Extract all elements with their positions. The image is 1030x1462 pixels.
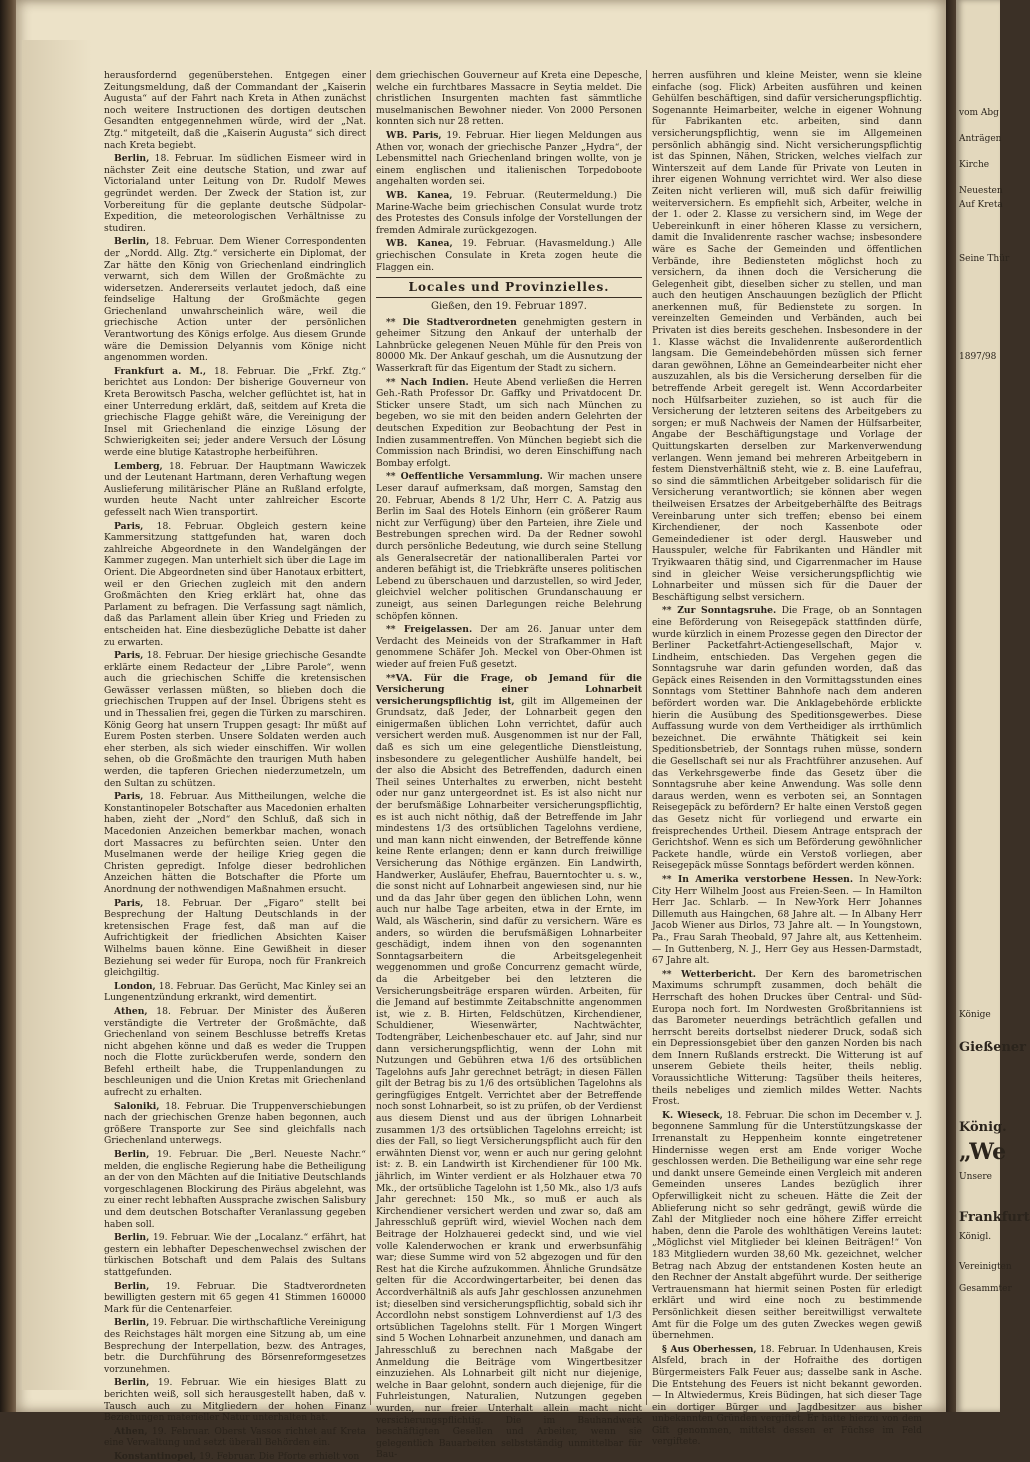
article-lead: Saloniki,: [114, 1100, 160, 1112]
article-paragraph: [376, 624, 642, 670]
article-lead: Lemberg,: [114, 460, 163, 472]
article-paragraph: [652, 605, 922, 872]
article-lead: ** Freigelassen.: [386, 624, 473, 636]
article-text: 18. Februar. Das Gerücht, Mac Kinley sei an Lungenentzündung erkrankt, wird dementirt.: [104, 980, 367, 1004]
article-lead: ** In Amerika verstorbene Hessen.: [662, 873, 854, 885]
article-lead: § Aus Oberhessen,: [662, 1343, 757, 1355]
article-paragraph: [104, 1006, 366, 1099]
article-lead: ** Nach Indien.: [386, 376, 469, 388]
article-paragraph: [104, 70, 366, 151]
article-paragraph: [376, 673, 642, 1461]
article-paragraph: [376, 130, 642, 188]
article-lead: ** Zur Sonntagsruhe.: [662, 605, 777, 617]
article-lead: Berlin,: [114, 236, 150, 248]
article-lead: ** Oeffentliche Versammlung.: [386, 471, 543, 483]
article-lead: Berlin,: [114, 1377, 150, 1389]
page-gutter: [946, 0, 956, 1412]
page-margin-shade: [22, 40, 92, 1390]
column-rule-2: [646, 70, 647, 1405]
article-lead: Paris,: [114, 791, 144, 803]
article-paragraph: [104, 521, 366, 649]
fragment-text: Vereinigten: [959, 1262, 1012, 1272]
fragment-heading: Frankfurt: [959, 1210, 1030, 1225]
fragment-text: Königl.: [959, 1232, 992, 1242]
article-paragraph: [104, 1317, 366, 1375]
article-text: 19. Februar. Wie ein hiesiges Blatt zu berichten weiß, soll sich herausgestellt haben, daß v. Tausch auch zu Mitgliedern der hohen Finanz Beziehungen materieller Natur unterhalten hat.: [104, 1377, 367, 1424]
article-lead: **VA. Für die Frage, ob Jemand für die Versicherung einer Lohnarbeit versicherungspflichtig ist,: [376, 672, 642, 707]
article-text: 18. Februar. Der Hauptmann Wawiczek und der Leutenant Hartmann, deren Verhaftung wegen Auslieferung militärischer Pläne an Rußland erfolgte, wurden heute Nacht unter zahlreicher Escorte gefesselt nach Wien transportirt.: [104, 460, 366, 518]
fragment-text: Seine Thür: [959, 254, 1010, 264]
article-lead: Paris,: [114, 650, 144, 662]
article-text: Der Kern des barometrischen Maximums schrumpft zusammen, doch behält die Herrschaft des hohen Druckes über Central- und Süd-Europa noch fort. Im Nordwesten Großbritanniens ist das Barometer neuerdings beträchtlich gefallen und herrscht bereits dortselbst niederer Druck, sodaß sich ein Depressionsgebiet über den ganzen Norden bis nach dem Innern Rußlands erstreckt. Die Witterung ist auf unserem Gebiete theils heiter, theils neblig. Voraussichtliche Witterung: Tagsüber theils heiteres, theils nebeliges und ziemlich mildes Wetter. Nachts Frost.: [652, 968, 922, 1108]
column-2-local-news: [376, 317, 642, 1461]
article-text: dem griechischen Gouverneur auf Kreta eine Depesche, welche ein furchtbares Massacre in Seytia meldet. Die christlichen Insurgenten machten fast sämmtliche muselmanischen Bewohner nieder. Von 2000 Personen konnten sich nur 28 retten.: [376, 70, 642, 128]
article-text: 18. Februar. Der Minister des Äußeren verständigte die Vertreter der Großmächte, daß Griechenland von seinem Beschlusse betreffs Kretas nicht abgehen könne und daß es weder die Truppen noch die Flotte zurückberufen werde, sondern den Befehl ertheilt habe, die Truppenlandungen zu beschleunigen und die Union Kretas mit Griechenland aufrecht zu erhalten.: [104, 1005, 367, 1099]
article-paragraph: [104, 1426, 366, 1449]
article-lead: WB. Kanea,: [386, 189, 453, 201]
article-paragraph: [376, 317, 642, 375]
fragment-text: Gesammter: [959, 1284, 1012, 1294]
article-lead: Berlin,: [114, 1317, 150, 1329]
article-paragraph: [104, 153, 366, 234]
column-1: [104, 70, 367, 1462]
article-text: herausfordernd gegenüberstehen. Entgegen einer Zeitungsmeldung, daß der Commandant der „Kaiserin Augusta“ auf der Fahrt nach Kreta in Athen zunächst noch weitere Instructionen des dortigen deutschen Gesandten entgegennehmen würde, wird der „Nat. Ztg.“ mitgeteilt, daß die „Kaiserin Augusta“ sich direct nach Kreta begiebt.: [104, 70, 366, 151]
article-text: 19. Februar. Hier liegen Meldungen aus Athen vor, wonach der griechische Panzer „Hydra“, der Lebensmittel nach Griechenland bringen wollte, von je einem englischen und italienischen Torpedoboote angehalten worden sei.: [376, 129, 643, 188]
fragment-text: 1897/98: [959, 352, 997, 362]
fragment-text: Neuesten: [959, 186, 1003, 196]
column-3: [652, 70, 923, 1448]
article-paragraph: [104, 366, 366, 459]
article-lead: Paris,: [114, 520, 144, 532]
article-text: 18. Februar. Die schon im December v. J. begonnene Sammlung für die Unterstützungskasse der Irrenanstalt zu Heppenheim konnte eingetretener Hindernisse wegen erst am Ende voriger Woche geschlossen werden. Die Betheiligung war eine sehr rege und dankt unsere Gemeinde einen Vergleich mit anderen Gemeinden unseres Landes bezüglich ihrer Opferwilligkeit nicht zu scheuen. Hätte die Zeit der Ablieferung nicht so sehr gedrängt, gewiß würde die Zahl der Mitglieder noch eine höhere Ziffer erreicht haben, denn die Parole des wohlthätigen Vereins lautet: „Möglichst viel Mitglieder bei kleinen Beiträgen!“ Von 183 Mitgliedern wurden 38,60 Mk. gezeichnet, welcher Betrag nach Abzug der entstandenen Kosten heute an den Rechner der Anstalt abgeführt wurde. Der seitherige Vertrauensmann hat hiermit seinen Posten für erledigt erklärt und wird eine noch zu bestimmende Persönlichkeit diesen seither bereitwilligst verwaltete Amt für die Folge um des guten Zweckes wegen gewiß übernehmen.: [652, 1109, 923, 1342]
article-text: gilt im Allgemeinen der Grundsatz, daß Jeder, der Lohnarbeit gegen den einigermaßen üblichen Lohn verrichtet, dafür auch versichert werden muß. Ausgenommen ist nur der Fall, daß es sich um eine gelegentliche Dienstleistung, insbesondere zu gelegentlicher Aushülfe handelt, bei der also die Absicht des Betreffenden, dadurch einen Theil seines Unterhaltes zu erwerben, nicht besteht oder nur ganz untergeordnet ist. Es ist also nicht nur der berufsmäßige Lohnarbeiter versicherungspflichtig, es ist auch nicht nöthig, daß der Betreffende im Jahr mindestens 1/3 des ortsüblichen Tagelohns verdiene, und man kann nicht einwenden, der Betreffende könne keine Rente erlangen; denn er kann durch freiwillige Versicherung das Nöthige ergänzen. Ein Landwirth, Handwerker, Ausläufer, Ehefrau, Bauerntochter u. s. w., die sonst nicht auf Lohnarbeit angewiesen sind, nur hie und da das Jahr über gegen den üblichen Lohn, wenn auch nur halbe Tage arbeiten, etwa in der Ernte, im Wald, als Wäscherin, sind dafür zu versichern. Wäre es anders, so würden die berufsmäßigen Lohnarbeiter geschädigt, indem ihnen von den sogenannten Sonntagsarbeitern die Arbeitsgelegenheit weggenommen und große Concurrenz gemacht würde, da die Arbeitgeber bei den letzteren die Versicherungsbeiträge ersparen würden. Arbeiten, für die Jemand auf bestimmte Zeitabschnitte angenommen ist, wie z. B. Hirten, Feldschützen, Kirchendiener, Schuldiener, Wiesenwärter, Nachtwächter, Todtengräber, Leichenbeschauer etc. auf Jahr, sind nur dann versicherungspflichtig, wenn der Lohn mit Nutzungen und Gebühren etwa 1/6 des ortsüblichen Tagelohns aufs Jahr gerechnet beträgt; in diesen Fällen gilt der Betrag bis zu 1/6 des ortsüblichen Tagelohns als geringfügiges Entgelt. Verrichtet aber der Betreffende noch sonst Lohnarbeit, so ist zu prüfen, ob der Verdienst aus diesem Dienst und aus der übrigen Lohnarbeit zusammen 1/3 des ortsüblichen Tagelohns erreicht; ist dies der Fall, so liegt Versicherungspflicht auch für den erwähnten Dienst vor, wenn er auch nur gering gelohnt ist: z. B. ein Landwirth ist Kirchendiener für 100 Mk. jährlich, im Winter verdient er als Holzhauer etwa 70 Mk., der ortsübliche Tagelohn ist 1,50 Mk., also 1/3 aufs Jahr gerechnet: 150 Mk., so muß er auch als Kirchendiener versichert werden und zwar so, daß am Jahresschluß geprüft wird, wieviel Wochen nach dem Beitrage der Holzhauerei gedeckt sind, und wie viel volle Kalenderwochen er krank und erwerbsunfähig war; diese Summe wird von 52 abgezogen und für den Rest hat die Kirche aufzukommen. Ähnliche Grundsätze gelten für die Accordwingertarbeiter, bei denen das Accordverhältniß als aufs Jahr geschlossen anzunehmen ist; dieselben sind versicherungspflichtig, sobald sich ihr Accordlohn nebst sonstigem Lohnverdienst auf 1/3 des ortsüblichen Tagelohns stellt. Für 1 Morgen Wingert sind 5 Wochen Lohnarbeit anzunehmen, und danach am Jahresschluß zu berechnen nach Maßgabe der Anmeldung die Beiträge vom Wingertbesitzer einzuziehen. Als Lohnarbeit gilt nicht nur diejenige, welche in Baar gelohnt, sondern auch diejenige, für die Fuhrleistungen, Naturalien, Nutzungen gegeben wurden, nur freier Unterhalt allein macht nicht versicherungspflichtig. Die im Bauhandwerk beschäftigten Gesellen und Arbeiter, wenn sie gelegentlich Bauarbeiten selbstständig unmittelbar für Bau-: [376, 695, 643, 1461]
article-text: 19. Februar. Wie der „Localanz.“ erfährt, hat gestern ein lebhafter Depeschenwechsel zwischen der türkischen Botschaft und dem Palais des Sultans stattgefunden.: [104, 1232, 366, 1278]
section-title: Locales und Provinzielles.: [376, 277, 642, 298]
fragment-text: vom Abg: [959, 108, 999, 118]
article-lead: Paris,: [114, 897, 144, 909]
column-2-telegrams: [376, 70, 642, 273]
adjacent-page-fragment: [956, 0, 1030, 1412]
article-text: 18. Februar. Obgleich gestern keine Kammersitzung stattgefunden hat, waren doch zahlreiche Abgeordnete in den Wandelgängen der Kammer zugegen. Man unterhielt sich über die Lage im Orient. Die Abgeordneten sind über Hanotaux erbittert, weil er den Griechen zugleich mit den andern Großmächten den Krieg erklärt hat, ohne das Parlament zu befragen. Die Verfassung sagt nämlich, daß das Parlament allein über Krieg und Frieden zu entscheiden hat. Eine diesbezügliche Debatte ist daher zu erwarten.: [104, 520, 367, 648]
article-paragraph: [376, 471, 642, 622]
article-paragraph: [104, 898, 366, 979]
article-lead: Berlin,: [114, 1280, 150, 1292]
fragment-heading: König.: [959, 1120, 1007, 1135]
article-text: 18. Februar. In Udenhausen, Kreis Alsfeld, brach in der Hofraithe des dortigen Bürgermeisters Falk Feuer aus; dasselbe sank in Asche. Die Entstehung des Feuers ist nicht bekannt geworden. — In Altwiedermus, Kreis Büdingen, hat sich dieser Tage ein dortiger Bürger und Jagdbesitzer aus bisher unbekannten Gründen vergiftet. Er hatte hierzu von dem Gift genommen, mittelst dessen er Füchse im Feld vergiftete.: [652, 1343, 923, 1448]
fragment-heading: „We: [959, 1139, 1007, 1165]
article-paragraph: [104, 1281, 366, 1316]
article-lead: Berlin,: [114, 1232, 150, 1244]
article-lead: Konstantinopel,: [114, 1450, 197, 1462]
article-paragraph: [376, 238, 642, 273]
article-text: 18. Februar. Der „Figaro“ stellt bei Besprechung der Haltung Deutschlands in der kretensischen Frage fest, daß man auf die Aufrichtigkeit der friedlichen Absichten Kaiser Wilhelms bauen könne. Eine Gewißheit in dieser Beziehung sei weder für Europa, noch für Frankreich gleichgiltig.: [104, 897, 366, 979]
article-paragraph: [104, 1149, 366, 1230]
article-text: 19. Februar. (Reutermeldung.) Die Marine-Wache beim griechischen Consulat wurde trotz des Protestes des Consuls infolge der Vorstellungen der fremden Admirale zurückgezogen.: [376, 189, 642, 236]
dateline: Gießen, den 19. Februar 1897.: [430, 301, 587, 313]
article-text: 18. Februar. Aus Mittheilungen, welche die Konstantinopeler Botschafter aus Macedonien erhalten haben, zieht der „Nord“ den Schluß, daß sich in Macedonien Anzeichen bemerkbar machen, wonach dort Massacres zu befürchten seien. Unter den Muselmanen werde der heilige Krieg gegen die Christen gepredigt. Infolge dieser bedrohlichen Anzeichen hätten die Botschafter die Pforte um Anordnung der nothwendigen Maßnahmen ersucht.: [104, 791, 366, 895]
article-paragraph: [104, 1101, 366, 1147]
article-paragraph: [104, 236, 366, 364]
article-paragraph: [652, 874, 922, 967]
book-binding: [0, 0, 16, 1412]
article-paragraph: [104, 461, 366, 519]
article-text: 18. Februar. Dem Wiener Correspondenten der „Nordd. Allg. Ztg.“ versicherte ein Diplomat, der Zar hätte den König von Griechenland eindringlich verwarnt, sich dem Willen der Großmächte zu widersetzen. Andererseits verlautet jedoch, daß eine feindselige Haltung der Großmächte gegen Griechenland unwahrscheinlich wäre, weil die griechische Action unter der persönlichen Verantwortung des Königs erfolge. Aus diesem Grunde wäre die Demission Delyannis vom Könige nicht angenommen worden.: [104, 236, 366, 364]
article-text: In New-York: City Herr Wilhelm Joost aus Freien-Seen. — In Hamilton Herr Jac. Schlarb. — In New-York Herr Johannes Dillemuth aus Haingchen, 68 Jahre alt. — In Albany Herr Jacob Wiener aus Dirlos, 73 Jahre alt. — In Youngstown, Pa., Frau Sarah Theobald, 97 Jahre alt, aus Kettenheim. — In Guttenberg, N. J., Herr Gey aus Hessen-Darmstadt, 67 Jahre alt.: [652, 873, 922, 967]
article-paragraph: [104, 1232, 366, 1278]
column-2: [376, 70, 643, 1461]
article-paragraph: [376, 70, 642, 128]
article-paragraph: [376, 190, 642, 236]
article-lead: K. Wieseck,: [662, 1109, 723, 1121]
article-lead: Berlin,: [114, 1149, 150, 1161]
article-text: 18. Februar. Die „Frkf. Ztg.“ berichtet aus London: Der bisherige Gouverneur von Kreta Berowitsch Pascha, welcher geflüchtet ist, hat in einer Unterredung erklärt, daß, seitdem auf Kreta die griechische Flagge gehißt wäre, die Vereinigung der Insel mit Griechenland die einzige Lösung der Schwierigkeiten sei; jeder andere Versuch der Lösung werde eine blutige Katastrophe herbeiführen.: [104, 365, 366, 458]
article-text: 18. Februar. Die Truppenverschiebungen nach der griechischen Grenze haben begonnen, auch größere Transporte zur See sind gleichfalls nach Griechenland unterwegs.: [104, 1100, 366, 1147]
article-lead: Athen,: [114, 1425, 148, 1437]
article-paragraph: [652, 70, 922, 603]
article-paragraph: [104, 981, 366, 1004]
article-paragraph: [652, 969, 922, 1108]
article-text: 19. Februar. Oberst Vassos richtet auf Kreta eine Verwaltung und setzt überall Behörden ein.: [104, 1425, 366, 1449]
article-text: 19. Februar. Die Pforte erhielt von: [199, 1450, 360, 1462]
fragment-text: Könige: [959, 1010, 991, 1020]
fragment-text: Unsere: [959, 1172, 992, 1182]
fragment-heading: Gießener: [959, 1040, 1027, 1055]
article-text: herren ausführen und kleine Meister, wenn sie kleine einfache (sog. Flick) Arbeiten ausführen und keinen Gehülfen beschäftigen, sind dafür versicherungspflichtig. Sogenannte Heimarbeiter, welche in eigener Wohnung für Fabrikanten etc. arbeiten, sind dann versicherungspflichtig, wenn sie im Allgemeinen persönlich abhängig sind. Nicht versicherungspflichtig ist das Spinnen, Nähen, Stricken, welches vielfach zur Winterszeit auf dem Lande für Private von Leuten in ihrer eigenen Wohnung verrichtet wird. Wer also diese Zeiten nicht verlieren will, muß sich dafür freiwillig weiterversichern. Es empfiehlt sich, Arbeiter, welche in der 1. oder 2. Klasse zu versichern sind, im Wege der Uebereinkunft in einer höheren Klasse zu versichern, damit die Invalidenrente rascher wachse; insbesondere wäre es Sache der Gemeinden und öffentlichen Verbände, ihre Bediensteten möglichst hoch zu versichern, da ihnen doch die Versicherung die Gelegenheit gibt, dieselben sicher zu stellen, und man auch den heutigen Anschauungen bezüglich der Pflicht anerkennen muß, für Bedienstete zu sorgen. In vereinzelten Gemeinden und Verbänden, auch bei Privaten ist dies bereits geschehen. Insbesondere in der 1. Klasse wächst die Invalidenrente außerordentlich langsam. Die Gemeindebehörden müssen sich ferner daran gewöhnen, Löhne an Gemeindearbeiter nicht eher auszuzahlen, als bis die Versicherung derselben für die betreffende Arbeit geregelt ist. Wenn Accordarbeiter noch Hülfsarbeiter zuziehen, so ist auch für die Versicherung der letzteren seitens des Arbeitgebers zu sorgen; er muß Nachweis der Namen der Hülfsarbeiter, Angabe der Beschäftigungstage und Vorlage der Quittungskarten derselben zur Markenverwendung verlangen. Wenn jemand bei mehreren Arbeitgebern in festem Dienstverhältniß steht, wie z. B. eine Laufefrau, so sind die sämmtlichen Arbeitgeber solidarisch für die Versicherung verantwortlich; sie können aber wegen theilweisen Ersatzes der Arbeitgeberhälfte des Beitrags Vereinbarung unter sich treffen; ebenso bei einem Kirchendiener, der noch Kassenbote oder Gemeindediener ist oder dergl. Hausweber und Hausspuler, welche für Fabrikanten und Händler mit Tryikwaaren thätig sind, und Cigarrenmacher im Hause sind in gleicher Weise versicherungspflichtig wie Lohnarbeiter und müssen sich für die Dauer der Beschäftigung selbst versichern.: [652, 70, 922, 603]
article-lead: WB. Paris,: [386, 129, 442, 141]
article-paragraph: [376, 377, 642, 470]
fragment-text: Anträgen: [959, 134, 1002, 144]
article-paragraph: [652, 1110, 922, 1342]
article-text: 19. Februar. (Havasmeldung.) Alle griechischen Consulate in Kreta zogen heute die Flaggen ein.: [376, 238, 642, 273]
article-text: 18. Februar. Der hiesige griechische Gesandte erklärte einem Redacteur der „Libre Parole“, wenn auch die griechischen Schiffe die kretensischen Gewässer verlassen müßten, so blieben doch die griechischen Truppen auf der Insel. Übrigens steht es und in Thessalien frei, gegen die Türken zu marschiren. König Georg hat unsern Truppen gesagt: Ihr müßt auf Eurem Posten sterben. Unsere Soldaten werden auch eher sterben, als sich wieder einschiffen. Wir wollen sehen, ob die Großmächte den traurigen Muth haben werden, die tapferen Griechen niederzumetzeln, um den Sultan zu schützen.: [104, 650, 367, 789]
article-lead: ** Wetterbericht.: [662, 968, 756, 980]
article-paragraph: [652, 1344, 922, 1448]
article-lead: ** Die Stadtverordneten: [386, 316, 517, 328]
fragment-text: Kirche: [959, 160, 990, 170]
article-text: 18. Februar. Im südlichen Eismeer wird in nächster Zeit eine deutsche Station, und zwar auf Victorialand unter Leitung von Dr. Rudolf Mewes gegründet werden. Der Zweck der Station ist, zur Vorbereitung für die geplante deutsche Südpolar-Expedition, die meteorologischen Verhältnisse zu studiren.: [104, 153, 366, 234]
article-paragraph: [104, 650, 366, 789]
article-text: Der am 26. Januar unter dem Verdacht des Meineids von der Strafkammer in Haft genommene Schäfer Joh. Meckel von Ober-Ohmen ist wieder auf freien Fuß gesetzt.: [376, 624, 642, 670]
article-lead: Frankfurt a. M.,: [114, 365, 207, 377]
article-lead: Berlin,: [114, 153, 150, 165]
article-lead: London,: [114, 980, 156, 992]
article-text: genehmigten gestern in geheimer Sitzung den Ankauf der unterhalb der Lahnbrücke gelegenen Neuen Mühle für den Preis von 80000 Mk. Der Ankauf geschah, um die Ausnutzung der Wasserkraft für das Eigentum der Stadt zu sichern.: [376, 316, 642, 375]
article-lead: WB. Kanea,: [386, 238, 453, 250]
article-text: 19. Februar. Die „Berl. Neueste Nachr.“ melden, die englische Regierung habe die Betheiligung an der von den Mächten auf die Initiative Deutschlands vorgeschlagenen Blockirung des Piräus abgelehnt, was zu einer recht lebhaften Aussprache zwischen Salisbury und dem deutschen Botschafter Veranlassung gegeben haben soll.: [104, 1149, 367, 1230]
article-paragraph: [104, 791, 366, 895]
article-text: 19. Februar. Die Stadtverordneten bewilligten gestern mit 65 gegen 41 Stimmen 160000 Mark für die Centenarfeier.: [104, 1280, 367, 1315]
article-text: Wir machen unsere Leser darauf aufmerksam, daß morgen, Samstag den 20. Februar, Abends 8 1/2 Uhr, Herr C. A. Patzig aus Berlin im Saal des Hotels Einhorn (ein größerer Raum nicht zur Verfügung) über den Parteien, ihre Ziele und Bestrebungen sprechen wird. Da der Redner sowohl durch persönliche Bedeutung, wie durch seine Stellung als Generalsecretär der nationalliberalen Partei vor anderen befähigt ist, die Triebkräfte unseres politischen Lebend zu überschauen und darzustellen, so wird Jeder, gleichviel welcher politischen Grundanschauung er zuneigt, aus seinen Darlegungen reiche Belehrung schöpfen können.: [376, 471, 643, 622]
article-lead: Athen,: [114, 1005, 148, 1017]
article-text: 19. Februar. Die wirthschaftliche Vereinigung des Reichstages hält morgen eine Sitzung ab, um eine Besprechung der Interpellation, bezw. des Antrages, betr. die Durchführung des Börsenreformgesetzes vorzunehmen.: [104, 1317, 366, 1375]
article-text: Heute Abend verließen die Herren Geh.-Rath Professor Dr. Gaffky und Privatdocent Dr. Sticker unsere Stadt, um sich nach München zu begeben, wo sie mit den beiden andern Gelehrten der deutschen Expedition zur Beobachtung der Pest in Indien zusammentreffen. Von München begiebt sich die Commission nach Brindisi, wo deren Einschiffung nach Bombay erfolgt.: [376, 376, 643, 469]
fragment-text: Auf Kreta: [959, 200, 1003, 210]
article-text: Die Frage, ob an Sonntagen eine Beförderung von Reisegepäck stattfinden dürfe, wurde kürzlich in einem Prozesse gegen den Director der Berliner Packetfahrt-Actiengesellschaft, Major v. Lindheim, entschieden. Das Vergehen gegen die Sonntagsruhe war darin gefunden worden, daß das Gepäck eines Reisenden in den Vormittagsstunden eines Sonntags vom Stettiner Bahnhofe nach dem anderen befördert worden war. Die Anklagebehörde erblickte hierin die Ausübung des Speditionsgewerbes. Diese Auffassung wurde von dem Vertheidiger als irrthümlich bezeichnet. Die erwähnte Thätigkeit sei kein Speditionsbetrieb, der Sonntags ruhen müsse, sondern die Gesellschaft sei nur als Frachtführer anzusehen. Auf das Verkehrsgewerbe finde das Gesetz über die Sonntagsruhe aber keine Anwendung. Was solle denn daraus werden, wenn es verboten sei, an Sonntagen Reisegepäck zu befördern? Er halte einen Verstoß gegen das Gesetz nicht für vorliegend und erwarte ein freisprechendes Urtheil. Diesem Antrage entsprach der Gerichtshof. Wenn es sich um Beförderung gewöhnlicher Packete handle, würde ein Verstoß vorliegen, aber Reisegepäck müsse Sonntags befördert werden können.: [652, 605, 923, 872]
article-paragraph: [104, 1451, 366, 1462]
article-paragraph: [104, 1377, 366, 1423]
column-rule-1: [370, 70, 371, 1405]
